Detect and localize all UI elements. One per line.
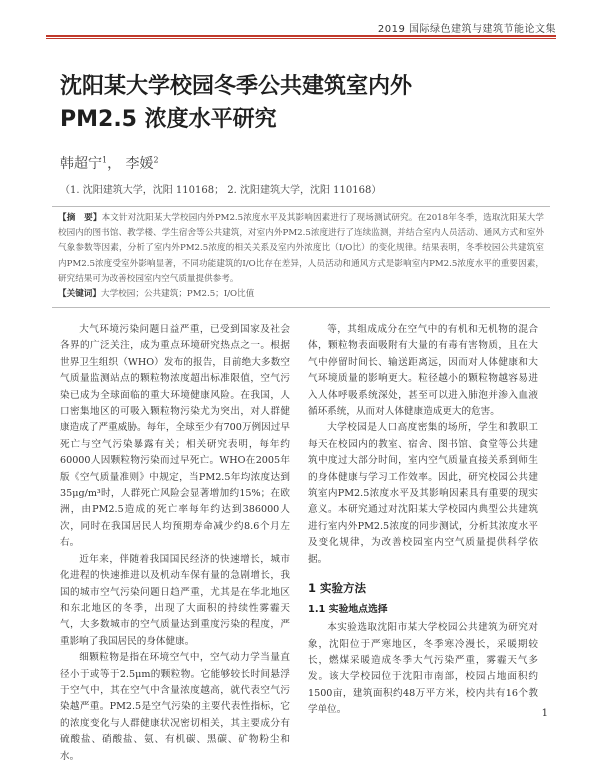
- author-list: 韩超宁$^1$， 李媛$^2$: [60, 155, 159, 172]
- body-paragraph: 细颗粒物是指在环境空气中，空气动力学当量直径小于或等于2.5μm的颗粒物。它能够较长时间悬浮于空气中，其在空气中含量浓度越高，就代表空气污染越严重。PM2.5是空气污染的主要代表性指标，它的浓度变化与人群健康状况密切相关，其主要成分有硫酸盐、硝酸盐、氨、有机碳、黑碳、矿物粉尘和水。: [60, 652, 290, 762]
- keywords-label: 【关键词】: [58, 289, 101, 300]
- author-superscript: 1: [102, 155, 108, 165]
- body-paragraph: 近年来，伴随着我国国民经济的快速增长，城市化进程的快速推进以及机动车保有量的急剧增长，我国的城市空气污染问题日趋严重，尤其是在华北地区和东北地区的冬季，出现了大面积的持续性雾霾天气，大多数城市的空气质量达到重度污染的程度，严重影响了我国居民的身体健康。: [60, 553, 290, 647]
- abstract-text: 本文针对沈阳某大学校园内外PM2.5浓度水平及其影响因素进行了现场测试研究。在2018年冬季，选取沈阳某大学校园内的图书馆、教学楼、学生宿舍等公共建筑，对室内外PM2.5浓度进行了连续监测，并结合室内人员活动、通风方式和室外气象参数等因素，分析了室内外PM2.5浓度的相关关系及室内外浓度比（I/O比）的变化规律。结果表明，冬季校园公共建筑室内PM2.5浓度受室外影响显著，不同功能建筑的I/O比存在差异，人员活动和通风方式是影响室内PM2.5浓度水平的重要因素，研究结果可为改善校园室内空气质量提供参考。: [58, 213, 544, 284]
- paper-title: [60, 70, 540, 136]
- body-paragraph: 本实验选取沈阳市某大学校园公共建筑为研究对象，沈阳位于严寒地区，冬季寒冷漫长，采暖期较长，燃煤采暖造成冬季大气污染严重，雾霾天气多发。该大学校园位于沈阳市南部，校园占地面积约1500亩，建筑面积约48万平方米，校内共有16个教学单位。: [308, 622, 538, 716]
- author-name: 韩超宁: [60, 156, 102, 172]
- body-paragraph: 等，其组成成分在空气中的有机和无机物的混合体，颗粒物表面吸附有大量的有毒有害物质，且在大气中停留时间长、输送距离远，因而对人体健康和大气环境质量的影响更大。粒径越小的颗粒物越容易进入人体呼吸系统深处，甚至可以进入肺泡并渗入血液循环系统，从而对人体健康造成更大的危害。: [308, 324, 538, 418]
- running-header: 2019 国际绿色建筑与建筑节能论文集: [377, 24, 556, 35]
- abstract: [58, 211, 544, 287]
- page-number: 1: [541, 708, 548, 719]
- abstract-label: 【摘 要】: [58, 213, 102, 223]
- body-paragraph: 大学校园是人口高度密集的场所，学生和教职工每天在校园内的教室、宿舍、图书馆、食堂等公共建筑中度过大部分时间，室内空气质量直接关系到师生的身体健康与学习工作效率。因此，研究校园公共建筑室内PM2.5浓度水平及其影响因素具有重要的现实意义。本研究通过对沈阳某大学校园内典型公共建筑进行室内外PM2.5浓度的同步测试，分析其浓度水平及变化规律，为改善校园室内空气质量提供科学依据。: [308, 422, 538, 565]
- body-paragraph: 大气环境污染问题日益严重，已受到国家及社会各界的广泛关注，成为重点环境研究热点之一。根据世界卫生组织（WHO）发布的报告，目前绝大多数空气质量监测站点的颗粒物浓度超出标准限值，空气污染已成为全球面临的重大环境健康风险。在我国，人口密集地区的可吸入颗粒物污染尤为突出，对人群健康造成了严重威胁。每年，全球至少有700万例因过早死亡与空气污染暴露有关；相关研究表明，每年约60000人因颗粒物污染而过早死亡。WHO在2005年版《空气质量准则》中规定，当PM2.5年均浓度达到35μg/m³时，人群死亡风险会显著增加约15%；在欧洲，由PM2.5造成的死亡率每年约达到386000人次，同时在我国居民人均预期寿命减少约8.6个月左右。: [60, 324, 290, 549]
- title-line-2: PM2.5 浓度水平研究: [60, 107, 277, 132]
- title-line-1: 沈阳某大学校园冬季公共建筑室内外: [60, 74, 413, 99]
- section-heading: 1 实验方法: [308, 581, 367, 596]
- right-column: [308, 322, 538, 719]
- subsection-heading: 1.1 实验地点选择: [308, 604, 388, 616]
- author-name: 李媛: [125, 156, 154, 172]
- header-rule: [46, 35, 556, 39]
- keywords-text: 大学校园；公共建筑；PM2.5；I/O比值: [100, 289, 255, 300]
- left-column: [60, 322, 290, 765]
- affiliations: （1. 沈阳建筑大学，沈阳 110168； 2. 沈阳建筑大学，沈阳 110168）: [60, 185, 382, 196]
- keywords: [58, 287, 544, 302]
- author-superscript: 2: [153, 155, 159, 165]
- abstract-block: [52, 206, 550, 308]
